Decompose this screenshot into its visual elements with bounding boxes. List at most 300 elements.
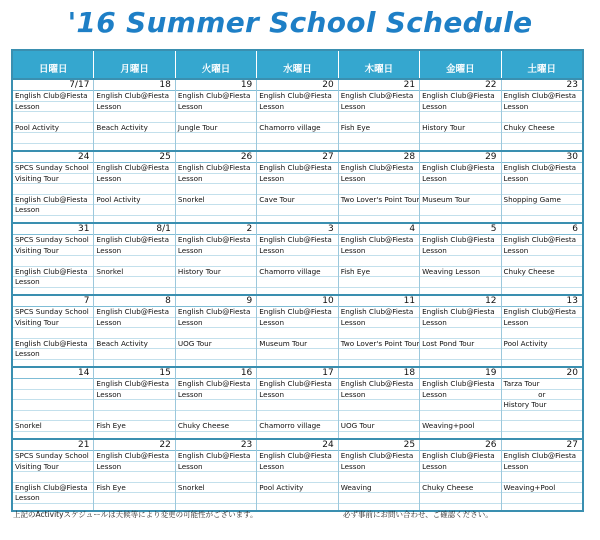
week-row <box>13 150 582 222</box>
schedule-line <box>339 277 419 288</box>
schedule-line: Fish Eye <box>339 123 419 134</box>
schedule-line: History Tour <box>176 267 256 278</box>
schedule-line <box>420 216 500 223</box>
weekday-header-0: 日曜日 <box>38 64 68 75</box>
schedule-line: Lesson <box>339 246 419 257</box>
schedule-line: Lesson <box>502 174 582 185</box>
day-number: 2 <box>176 224 256 235</box>
schedule-line: English Club@Fiesta <box>176 163 256 174</box>
schedule-line <box>94 184 174 195</box>
schedule-line: Lesson <box>176 102 256 113</box>
schedule-line: Pool Activity <box>13 123 93 134</box>
schedule-line: English Club@Fiesta <box>13 91 93 102</box>
schedule-line <box>420 144 500 151</box>
schedule-line: Beach Activity <box>94 123 174 134</box>
schedule-line <box>13 256 93 267</box>
calendar-weeks <box>13 78 582 510</box>
schedule-line <box>176 432 256 439</box>
day-number: 31 <box>13 224 93 235</box>
schedule-line: Lesson <box>257 462 337 473</box>
schedule-line <box>176 472 256 483</box>
day-number: 21 <box>339 80 419 91</box>
day-number: 20 <box>257 80 337 91</box>
day-cell <box>256 368 337 438</box>
footer-note-left: 上記のActivityスケジュールは天候等により変更の可能性がございます。 <box>13 510 258 519</box>
schedule-line: English Club@Fiesta <box>176 235 256 246</box>
schedule-line: Lesson <box>339 102 419 113</box>
schedule-line <box>339 205 419 216</box>
week-row <box>13 78 582 150</box>
schedule-line <box>176 277 256 288</box>
schedule-line: History Tour <box>420 123 500 134</box>
schedule-line <box>502 504 582 511</box>
schedule-line <box>420 349 500 360</box>
schedule-line: Lesson <box>502 318 582 329</box>
schedule-line: Chamorro village <box>257 123 337 134</box>
schedule-line: Weaving <box>339 483 419 494</box>
day-cell <box>338 440 419 510</box>
schedule-line <box>339 360 419 367</box>
schedule-line <box>13 379 93 390</box>
weekday-header-row <box>13 51 582 78</box>
schedule-line <box>257 256 337 267</box>
schedule-line <box>94 472 174 483</box>
schedule-line: Pool Activity <box>502 339 582 350</box>
day-number: 21 <box>13 440 93 451</box>
schedule-line: English Club@Fiesta <box>13 267 93 278</box>
schedule-line <box>420 184 500 195</box>
schedule-line <box>420 277 500 288</box>
day-number: 18 <box>94 80 174 91</box>
schedule-line <box>94 144 174 151</box>
schedule-line <box>94 216 174 223</box>
schedule-line: Lesson <box>339 462 419 473</box>
week-row <box>13 294 582 366</box>
day-cell <box>338 80 419 150</box>
schedule-line <box>94 256 174 267</box>
schedule-line <box>176 288 256 295</box>
schedule-line: Chuky Cheese <box>420 483 500 494</box>
schedule-line: Lesson <box>339 318 419 329</box>
schedule-line <box>176 216 256 223</box>
schedule-line: Two Lover's Point Tour <box>340 194 420 204</box>
schedule-line <box>176 360 256 367</box>
schedule-line: Cave Tour <box>257 195 337 206</box>
schedule-line: Snorkel <box>94 267 174 278</box>
schedule-line: Lesson <box>420 390 500 401</box>
schedule-line <box>13 112 93 123</box>
schedule-line <box>94 133 174 144</box>
schedule-line <box>420 400 500 411</box>
day-cell <box>93 224 174 294</box>
schedule-line: English Club@Fiesta <box>339 451 419 462</box>
day-cell <box>93 152 174 222</box>
weekday-header-2: 火曜日 <box>175 51 256 78</box>
schedule-line: English Club@Fiesta <box>502 235 582 246</box>
day-cell <box>175 368 256 438</box>
schedule-line <box>257 112 337 123</box>
schedule-line <box>502 112 582 123</box>
schedule-line <box>257 349 337 360</box>
schedule-line: Chamorro village <box>257 267 337 278</box>
day-cell <box>93 80 174 150</box>
day-number: 12 <box>420 296 500 307</box>
day-cell <box>13 224 93 294</box>
day-cell <box>338 152 419 222</box>
schedule-line <box>176 112 256 123</box>
schedule-line <box>420 328 500 339</box>
day-number: 26 <box>176 152 256 163</box>
schedule-line <box>13 216 93 223</box>
schedule-line: Lesson <box>420 318 500 329</box>
schedule-line: Lesson <box>257 174 337 185</box>
schedule-line: English Club@Fiesta <box>502 91 582 102</box>
schedule-line: English Club@Fiesta <box>502 451 582 462</box>
schedule-line: Lesson <box>339 390 419 401</box>
schedule-line: Visiting Tour <box>13 462 93 473</box>
schedule-line: Lesson <box>176 390 256 401</box>
schedule-line <box>176 400 256 411</box>
schedule-line <box>13 390 93 401</box>
day-number: 5 <box>420 224 500 235</box>
schedule-line <box>420 432 500 439</box>
day-number: 6 <box>502 224 582 235</box>
day-cell <box>501 80 582 150</box>
day-number: 4 <box>339 224 419 235</box>
schedule-line <box>339 400 419 411</box>
schedule-line: Lesson <box>94 246 174 257</box>
schedule-line: English Club@Fiesta <box>339 91 419 102</box>
day-cell <box>175 152 256 222</box>
schedule-line <box>257 400 337 411</box>
schedule-line <box>176 349 256 360</box>
schedule-line <box>420 411 500 422</box>
week-row <box>13 438 582 510</box>
day-cell <box>419 152 500 222</box>
schedule-line: Weaving+Pool <box>502 483 582 494</box>
schedule-line: English Club@Fiesta <box>257 163 337 174</box>
schedule-line <box>420 493 500 504</box>
schedule-line: English Club@Fiesta <box>13 195 93 206</box>
schedule-line: Chuky Cheese <box>502 267 582 278</box>
schedule-line <box>13 432 93 439</box>
schedule-line <box>420 112 500 123</box>
day-cell <box>501 152 582 222</box>
schedule-line <box>13 400 93 411</box>
schedule-line <box>339 472 419 483</box>
schedule-line: Lesson <box>13 205 93 216</box>
schedule-line: English Club@Fiesta <box>420 379 500 390</box>
schedule-line <box>176 328 256 339</box>
schedule-line: English Club@Fiesta <box>176 91 256 102</box>
schedule-line: Lesson <box>94 390 174 401</box>
day-number: 28 <box>339 152 419 163</box>
day-cell <box>175 440 256 510</box>
day-number: 22 <box>94 440 174 451</box>
schedule-line: Chamorro village <box>257 421 337 432</box>
schedule-line: Lesson <box>94 318 174 329</box>
schedule-line <box>257 205 337 216</box>
schedule-line: Lesson <box>94 462 174 473</box>
day-cell <box>419 440 500 510</box>
schedule-line <box>420 360 500 367</box>
schedule-line <box>339 112 419 123</box>
day-number: 7/17 <box>13 80 93 91</box>
schedule-line <box>502 411 582 422</box>
weekday-header-4: 木曜日 <box>338 51 419 78</box>
schedule-line: Lesson <box>176 174 256 185</box>
schedule-line: English Club@Fiesta <box>339 235 419 246</box>
schedule-line <box>94 493 174 504</box>
schedule-line <box>257 360 337 367</box>
schedule-line <box>176 256 256 267</box>
day-number: 18 <box>339 368 419 379</box>
schedule-line <box>502 205 582 216</box>
schedule-line: Snorkel <box>13 421 93 432</box>
day-number: 8 <box>94 296 174 307</box>
schedule-line: English Club@Fiesta <box>420 235 500 246</box>
schedule-line: English Club@Fiesta <box>339 379 419 390</box>
schedule-line <box>502 256 582 267</box>
schedule-line: Lesson <box>257 390 337 401</box>
day-number: 16 <box>176 368 256 379</box>
schedule-line <box>94 360 174 367</box>
schedule-line: Weaving+pool <box>420 421 500 432</box>
day-number: 24 <box>257 440 337 451</box>
schedule-line: Lesson <box>420 462 500 473</box>
schedule-line <box>502 144 582 151</box>
schedule-line <box>339 133 419 144</box>
schedule-line: UOG Tour <box>339 421 419 432</box>
schedule-line <box>94 411 174 422</box>
page-title: '16 Summer School Schedule <box>67 6 533 39</box>
schedule-line: English Club@Fiesta <box>502 307 582 318</box>
day-cell <box>501 368 582 438</box>
schedule-line <box>257 216 337 223</box>
schedule-line: Lesson <box>94 102 174 113</box>
schedule-line: English Club@Fiesta <box>257 91 337 102</box>
schedule-line: Lesson <box>420 246 500 257</box>
day-cell <box>13 440 93 510</box>
weekday-header-3: 水曜日 <box>256 51 337 78</box>
schedule-line: Pool Activity <box>257 483 337 494</box>
schedule-line: Lesson <box>420 102 500 113</box>
schedule-line: SPCS Sunday School <box>13 235 93 246</box>
day-number: 29 <box>420 152 500 163</box>
schedule-line: Lesson <box>176 462 256 473</box>
schedule-line <box>502 472 582 483</box>
schedule-line <box>339 432 419 439</box>
schedule-line: Lesson <box>13 277 93 288</box>
schedule-line <box>339 216 419 223</box>
day-cell <box>256 440 337 510</box>
day-cell <box>13 368 93 438</box>
schedule-line: Lesson <box>257 318 337 329</box>
schedule-line <box>257 328 337 339</box>
schedule-line: SPCS Sunday School <box>13 451 93 462</box>
day-number: 27 <box>502 440 582 451</box>
schedule-line: English Club@Fiesta <box>339 307 419 318</box>
schedule-line: Lesson <box>502 462 582 473</box>
day-number: 23 <box>176 440 256 451</box>
schedule-line: Lesson <box>94 174 174 185</box>
schedule-line: SPCS Sunday School <box>13 163 93 174</box>
schedule-line <box>502 360 582 367</box>
schedule-line <box>502 288 582 295</box>
schedule-line <box>420 472 500 483</box>
schedule-line: English Club@Fiesta <box>502 163 582 174</box>
schedule-line <box>257 493 337 504</box>
schedule-line: English Club@Fiesta <box>420 91 500 102</box>
day-cell <box>13 152 93 222</box>
day-cell <box>256 80 337 150</box>
schedule-line: English Club@Fiesta <box>94 451 174 462</box>
schedule-line: Lesson <box>257 102 337 113</box>
schedule-line <box>13 133 93 144</box>
schedule-line <box>176 144 256 151</box>
day-number: 8/1 <box>94 224 174 235</box>
schedule-line <box>94 205 174 216</box>
day-number: 9 <box>176 296 256 307</box>
schedule-line <box>94 432 174 439</box>
footer-note-right: 必ず事前にお問い合わせ、ご確認ください。 <box>343 510 493 519</box>
schedule-line <box>502 133 582 144</box>
day-number: 3 <box>257 224 337 235</box>
schedule-line <box>339 349 419 360</box>
schedule-calendar <box>11 49 584 512</box>
schedule-line: History Tour <box>502 400 582 411</box>
day-number: 19 <box>420 368 500 379</box>
schedule-line <box>94 112 174 123</box>
schedule-line <box>13 472 93 483</box>
day-number: 26 <box>420 440 500 451</box>
schedule-line: or <box>502 390 582 401</box>
schedule-line <box>339 411 419 422</box>
schedule-line: Lesson <box>339 174 419 185</box>
schedule-line <box>257 144 337 151</box>
schedule-line <box>176 205 256 216</box>
schedule-line: Lesson <box>176 318 256 329</box>
day-cell <box>419 224 500 294</box>
day-cell <box>501 440 582 510</box>
schedule-line <box>502 349 582 360</box>
schedule-line: Pool Activity <box>94 195 174 206</box>
schedule-line: English Club@Fiesta <box>94 235 174 246</box>
schedule-line <box>257 133 337 144</box>
schedule-line: English Club@Fiesta <box>94 379 174 390</box>
schedule-line <box>420 288 500 295</box>
weekday-header-1: 月曜日 <box>93 51 174 78</box>
day-cell <box>13 80 93 150</box>
schedule-line: SPCS Sunday School <box>13 307 93 318</box>
schedule-line <box>420 256 500 267</box>
schedule-line: Museum Tour <box>257 339 337 350</box>
schedule-line: Fish Eye <box>94 421 174 432</box>
weekday-header-5: 金曜日 <box>419 51 500 78</box>
schedule-line <box>502 328 582 339</box>
day-cell <box>175 80 256 150</box>
schedule-line <box>13 144 93 151</box>
schedule-line <box>94 349 174 360</box>
day-cell <box>93 368 174 438</box>
day-cell <box>256 296 337 366</box>
schedule-line <box>339 144 419 151</box>
day-number: 23 <box>502 80 582 91</box>
schedule-line <box>339 288 419 295</box>
schedule-line: Visiting Tour <box>13 318 93 329</box>
day-number: 25 <box>94 152 174 163</box>
schedule-line: English Club@Fiesta <box>257 307 337 318</box>
schedule-line: Chuky Cheese <box>502 123 582 134</box>
day-cell <box>93 440 174 510</box>
schedule-line <box>502 216 582 223</box>
schedule-line: Snorkel <box>176 195 256 206</box>
day-number: 30 <box>502 152 582 163</box>
schedule-line <box>257 504 337 511</box>
day-number: 19 <box>176 80 256 91</box>
week-row <box>13 366 582 438</box>
day-number: 17 <box>257 368 337 379</box>
schedule-line: Snorkel <box>176 483 256 494</box>
schedule-line <box>257 288 337 295</box>
schedule-line <box>339 184 419 195</box>
weekday-header-6: 土曜日 <box>501 51 582 78</box>
schedule-line: English Club@Fiesta <box>420 163 500 174</box>
day-number: 7 <box>13 296 93 307</box>
schedule-line: Lost Pond Tour <box>420 339 500 350</box>
schedule-line <box>94 328 174 339</box>
schedule-line: Lesson <box>502 246 582 257</box>
schedule-line: English Club@Fiesta <box>176 451 256 462</box>
day-number: 14 <box>13 368 93 379</box>
day-cell <box>175 224 256 294</box>
schedule-line <box>94 400 174 411</box>
schedule-line <box>94 277 174 288</box>
day-cell <box>13 296 93 366</box>
day-number: 13 <box>502 296 582 307</box>
schedule-line: English Club@Fiesta <box>94 307 174 318</box>
schedule-line: English Club@Fiesta <box>420 307 500 318</box>
schedule-line <box>502 493 582 504</box>
day-number: 25 <box>339 440 419 451</box>
day-cell <box>501 296 582 366</box>
schedule-line <box>339 328 419 339</box>
day-number: 22 <box>420 80 500 91</box>
schedule-line <box>420 205 500 216</box>
schedule-line: Lesson <box>502 102 582 113</box>
day-cell <box>175 296 256 366</box>
day-number: 10 <box>257 296 337 307</box>
day-cell <box>338 296 419 366</box>
schedule-line <box>502 184 582 195</box>
schedule-line: Beach Activity <box>94 339 174 350</box>
schedule-line: Lesson <box>13 349 93 360</box>
day-number: 15 <box>94 368 174 379</box>
schedule-line <box>13 360 93 367</box>
day-cell <box>256 152 337 222</box>
schedule-line: English Club@Fiesta <box>13 483 93 494</box>
day-cell <box>419 296 500 366</box>
schedule-line: Weaving Lesson <box>420 267 500 278</box>
day-cell <box>419 80 500 150</box>
day-cell <box>256 224 337 294</box>
schedule-line <box>339 493 419 504</box>
schedule-line: Visiting Tour <box>13 174 93 185</box>
day-cell <box>338 224 419 294</box>
schedule-line <box>257 277 337 288</box>
schedule-line: Lesson <box>176 246 256 257</box>
schedule-line <box>420 133 500 144</box>
